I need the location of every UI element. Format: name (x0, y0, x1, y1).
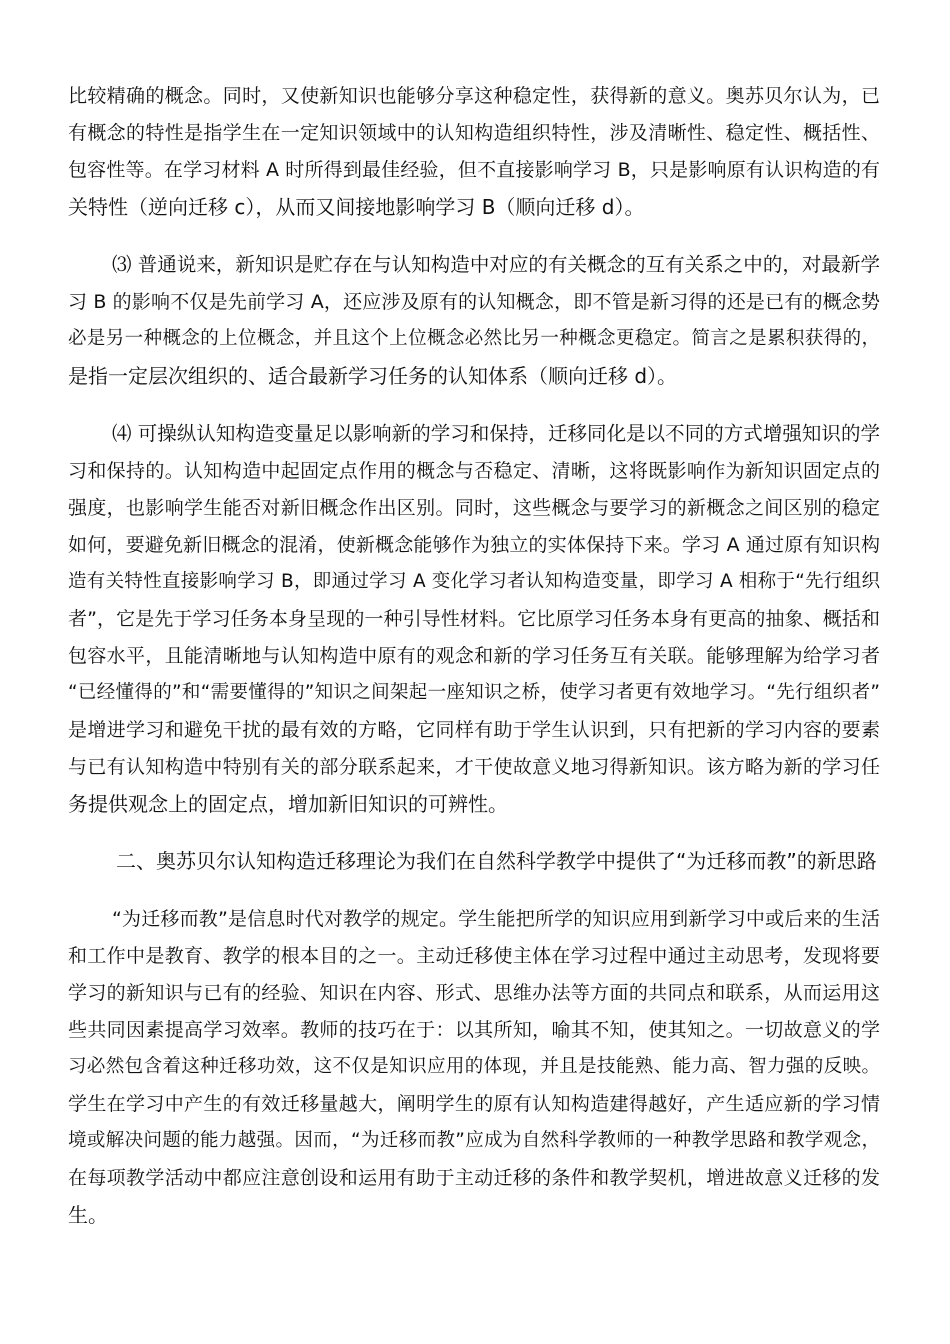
text-line: 是指一定层次组织的、适合最新学习任务的认知体系（顺向迁移 d）。 (68, 364, 678, 388)
text-line: 生。 (68, 1203, 108, 1227)
text-line: 习和保持的。认知构造中起固定点作用的概念与否稳定、清晰，这将既影响作为新知识固定点的 (68, 460, 880, 482)
text-line: 者”，它是先于学习任务本身呈现的一种引导性材料。它比原学习任务本身有更高的抽象、概括和 (68, 608, 880, 630)
text-line: 造有关特性直接影响学习 B，即通过学习 A 变化学习者认知构造变量，即学习 A 相称于“先行组织 (68, 571, 880, 592)
text-line: 如何，要避免新旧概念的混淆，使新概念能够作为独立的实体保持下来。学习 A 通过原有知识构 (68, 534, 880, 556)
text-line: 关特性（逆向迁移 c），从而又间接地影响学习 B（顺向迁移 d）。 (68, 195, 645, 219)
text-line: 学习的新知识与已有的经验、知识在内容、形式、思维办法等方面的共同点和联系，从而运用这 (68, 982, 880, 1004)
text-line: 有概念的特性是指学生在一定知识领域中的认知构造组织特性，涉及清晰性、稳定性、概括性、 (68, 122, 880, 144)
text-line: 学生在学习中产生的有效迁移量越大，阐明学生的原有认知构造建得越好，产生适应新的学习情 (68, 1093, 880, 1115)
text-line: 习必然包含着这种迁移功效，这不仅是知识应用的体现，并且是技能熟、能力高、智力强的反映。 (68, 1056, 880, 1077)
text-line: 和工作中是教育、教学的根本目的之一。主动迁移使主体在学习过程中通过主动思考，发现将要 (68, 945, 880, 967)
text-line: “为迁移而教”是信息时代对教学的规定。学生能把所学的知识应用到新学习中或后来的生活 (112, 908, 880, 930)
text-line: 与已有认知构造中特别有关的部分联系起来，才干使故意义地习得新知识。该方略为新的学习任 (68, 756, 880, 778)
text-line: ⑶ 普通说来，新知识是贮存在与认知构造中对应的有关概念的互有关系之中的，对最新学 (112, 253, 880, 276)
text-line: 在每项教学活动中都应注意创设和运用有助于主动迁移的条件和教学契机，增进故意义迁移的发 (68, 1167, 880, 1189)
text-line: 务提供观念上的固定点，增加新旧知识的可辨性。 (68, 792, 508, 816)
text-line: “已经懂得的”和“需要懂得的”知识之间架起一座知识之桥，使学习者更有效地学习。“先行组织者” (68, 682, 880, 703)
section-heading: 二、奥苏贝尔认知构造迁移理论为我们在自然科学教学中提供了“为迁移而教”的新思路 (116, 849, 877, 873)
text-line: ⑷ 可操纵认知构造变量足以影响新的学习和保持，迁移同化是以不同的方式增强知识的学 (112, 422, 880, 445)
text-line: 是增进学习和避免干扰的最有效的方略，它同样有助于学生认识到，只有把新的学习内容的要素 (68, 719, 880, 741)
text-line: 习 B 的影响不仅是先前学习 A，还应涉及原有的认知概念，即不管是新习得的还是已有的概念势 (68, 291, 880, 313)
text-line: 强度，也影响学生能否对新旧概念作出区别。同时，这些概念与要学习的新概念之间区别的稳定 (68, 497, 880, 519)
text-line: 必是另一种概念的上位概念，并且这个上位概念必然比另一种概念更稳定。简言之是累积获得的， (68, 328, 880, 349)
text-line: 包容水平，且能清晰地与认知构造中原有的观念和新的学习任务互有关联。能够理解为给学习者 (68, 645, 880, 667)
text-line: 境或解决问题的能力越强。因而，“为迁移而教”应成为自然科学教师的一种教学思路和教学观念， (68, 1130, 880, 1151)
text-line: 些共同因素提高学习效率。教师的技巧在于：以其所知，喻其不知，使其知之。一切故意义的学 (68, 1019, 880, 1041)
text-line: 比较精确的概念。同时，又使新知识也能够分享这种稳定性，获得新的意义。奥苏贝尔认为，已 (68, 85, 880, 107)
text-line: 包容性等。在学习材料 A 时所得到最佳经验，但不直接影响学习 B，只是影响原有认识构造的有 (68, 159, 880, 181)
